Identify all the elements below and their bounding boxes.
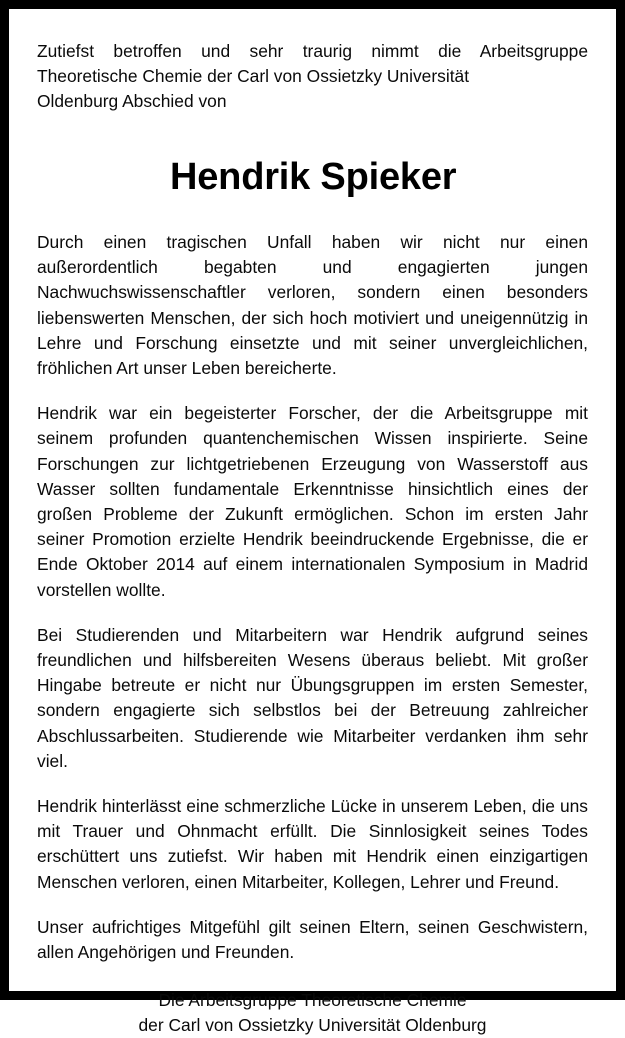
paragraph-3: Bei Studierenden und Mitarbeitern war Hendrik aufgrund seines freundlichen und hilfsbereiten Wesens überaus beliebt. Mit großer Hingabe betreute er nicht nur Übungsgruppen im ersten Semester, sondern engagierte sich selbstlos bei der Betreuung zahlreicher Abschlussarbeiten. Studierende wie Mitarbeiter verdanken ihm sehr viel. bbox=[37, 624, 588, 771]
paragraph-5: Unser aufrichtiges Mitgefühl gilt seinen Eltern, seinen Geschwistern, allen Angehörigen und Freunden. bbox=[37, 916, 588, 963]
paragraph-4: Hendrik hinterlässt eine schmerzliche Lücke in unserem Leben, die uns mit Trauer und Ohnmacht erfüllt. Die Sinnlosigkeit seines Todes erschüttert uns zutiefst. Wir haben mit Hendrik einen einzigartigen Menschen verloren, einen Mitarbeiter, Kollegen, Lehrer und Freund. bbox=[37, 796, 588, 892]
intro-line-1: Zutiefst betroffen und sehr traurig nimmt die Arbeitsgruppe Theoretische Chemie der Carl von Ossietzky Universität bbox=[37, 41, 588, 86]
notice-content bbox=[9, 9, 616, 1036]
intro-text bbox=[37, 39, 588, 114]
deceased-name: Hendrik Spieker bbox=[170, 156, 457, 198]
paragraph-2: Hendrik war ein begeisterter Forscher, der die Arbeitsgruppe mit seinem profunden quantenchemischen Wissen inspirierte. Seine Forschungen zur lichtgetriebenen Erzeugung von Wasserstoff aus Wasser sollten fundamentale Erkenntnisse hinsichtlich eines der großen Probleme der Zukunft ermöglichen. Schon im ersten Jahr seiner Promotion erzielte Hendrik beeindruckende Ergebnisse, die er Ende Oktober 2014 auf einem internationalen Symposium in Madrid vorstellen wollte. bbox=[37, 403, 588, 600]
signature-line-2: der Carl von Ossietzky Universität Oldenburg bbox=[138, 1015, 487, 1036]
signature-block bbox=[37, 988, 588, 1038]
signature-line-1: Die Arbeitsgruppe Theoretische Chemie bbox=[158, 990, 467, 1011]
body-copy bbox=[37, 230, 588, 965]
paragraph-1: Durch einen tragischen Unfall haben wir nicht nur einen außerordentlich begabten und engagierten jungen Nachwuchswissenschaftler verloren, sondern einen besonders liebenswerten Menschen, der sich hoch motiviert und uneigennützig in Lehre und Forschung einsetzte und mit seiner unvergleichlichen, fröhlichen Art unser Leben bereicherte. bbox=[37, 232, 588, 379]
intro-line-2: Oldenburg Abschied von bbox=[37, 91, 227, 111]
